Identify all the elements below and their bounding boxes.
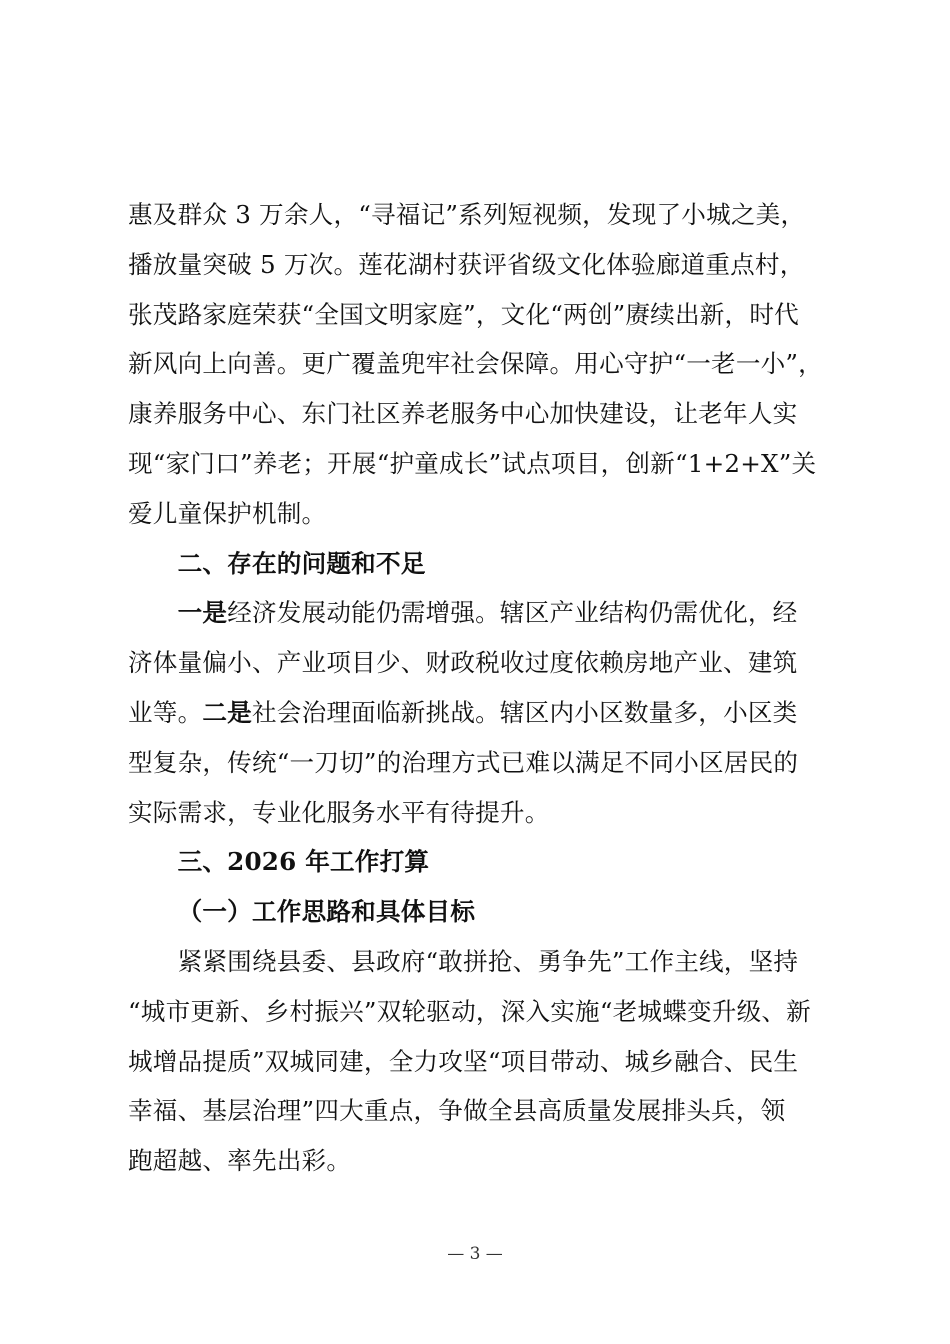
text-run: 型复杂，传统“一刀切”的治理方式已难以满足不同小区居民的 <box>128 747 799 777</box>
text-line <box>128 796 828 830</box>
text-run: 爱儿童保护机制。 <box>128 498 327 528</box>
text-line <box>128 895 878 929</box>
text-run: 紧紧围绕县委、县政府“敢拼抢、勇争先”工作主线，坚持 <box>177 947 799 976</box>
text-line <box>128 547 878 581</box>
text-run: 播放量突破 5 万次。莲花湖村获评省级文化体验廊道重点村， <box>128 249 805 279</box>
text-line <box>128 198 828 232</box>
text-line <box>128 845 878 879</box>
text-run: 跑超越、率先出彩。 <box>128 1146 352 1176</box>
text-line <box>128 596 878 630</box>
text-line <box>128 1045 828 1079</box>
bold-text: （一）工作思路和具体目标 <box>177 897 476 927</box>
text-line <box>128 397 828 431</box>
text-run: 新风向上向善。更广覆盖兜牢社会保障。用心守护“一老一小”， <box>128 349 823 379</box>
text-run: 实际需求，专业化服务水平有待提升。 <box>128 797 550 827</box>
page-number: — 3 — <box>447 1244 503 1264</box>
text-line <box>128 1144 828 1178</box>
text-run: “城市更新、乡村振兴”双轮驱动，深入实施“老城蝶变升级、新 <box>128 996 811 1026</box>
text-line <box>128 995 828 1029</box>
text-line <box>128 1094 828 1128</box>
text-line <box>128 347 828 381</box>
text-run: 城增品提质”双城同建，全力攻坚“项目带动、城乡融合、民生 <box>128 1046 799 1076</box>
text-run: 经济发展动能仍需增强。辖区产业结构仍需优化，经 <box>227 598 798 628</box>
text-line <box>128 497 828 531</box>
text-line <box>128 696 828 730</box>
text-line <box>128 945 878 979</box>
text-line <box>128 248 828 282</box>
text-run: 康养服务中心、东门社区养老服务中心加快建设，让老年人实 <box>128 399 798 429</box>
text-line <box>128 447 828 481</box>
text-run: 现“家门口”养老；开展“护童成长”试点项目，创新“1+2+X”关 <box>128 449 817 478</box>
bold-text: 二、存在的问题和不足 <box>177 548 426 578</box>
text-run: 社会治理面临新挑战。辖区内小区数量多，小区类 <box>251 698 798 727</box>
bold-text: 一是 <box>177 598 228 628</box>
bold-text: 二是 <box>202 698 252 727</box>
bold-text: 三、2026 年工作打算 <box>177 847 430 877</box>
text-line <box>128 646 828 680</box>
text-line <box>128 746 828 780</box>
text-run: 张茂路家庭荣获“全国文明家庭”，文化“两创”赓续出新，时代 <box>128 299 799 329</box>
text-run: 幸福、基层治理”四大重点，争做全县高质量发展排头兵，领 <box>128 1096 786 1126</box>
text-line <box>128 298 828 332</box>
text-run: 济体量偏小、产业项目少、财政税收过度依赖房地产业、建筑 <box>128 648 798 678</box>
text-run: 业等。 <box>128 698 203 727</box>
text-run: 惠及群众 3 万余人，“寻福记”系列短视频，发现了小城之美， <box>128 200 806 229</box>
